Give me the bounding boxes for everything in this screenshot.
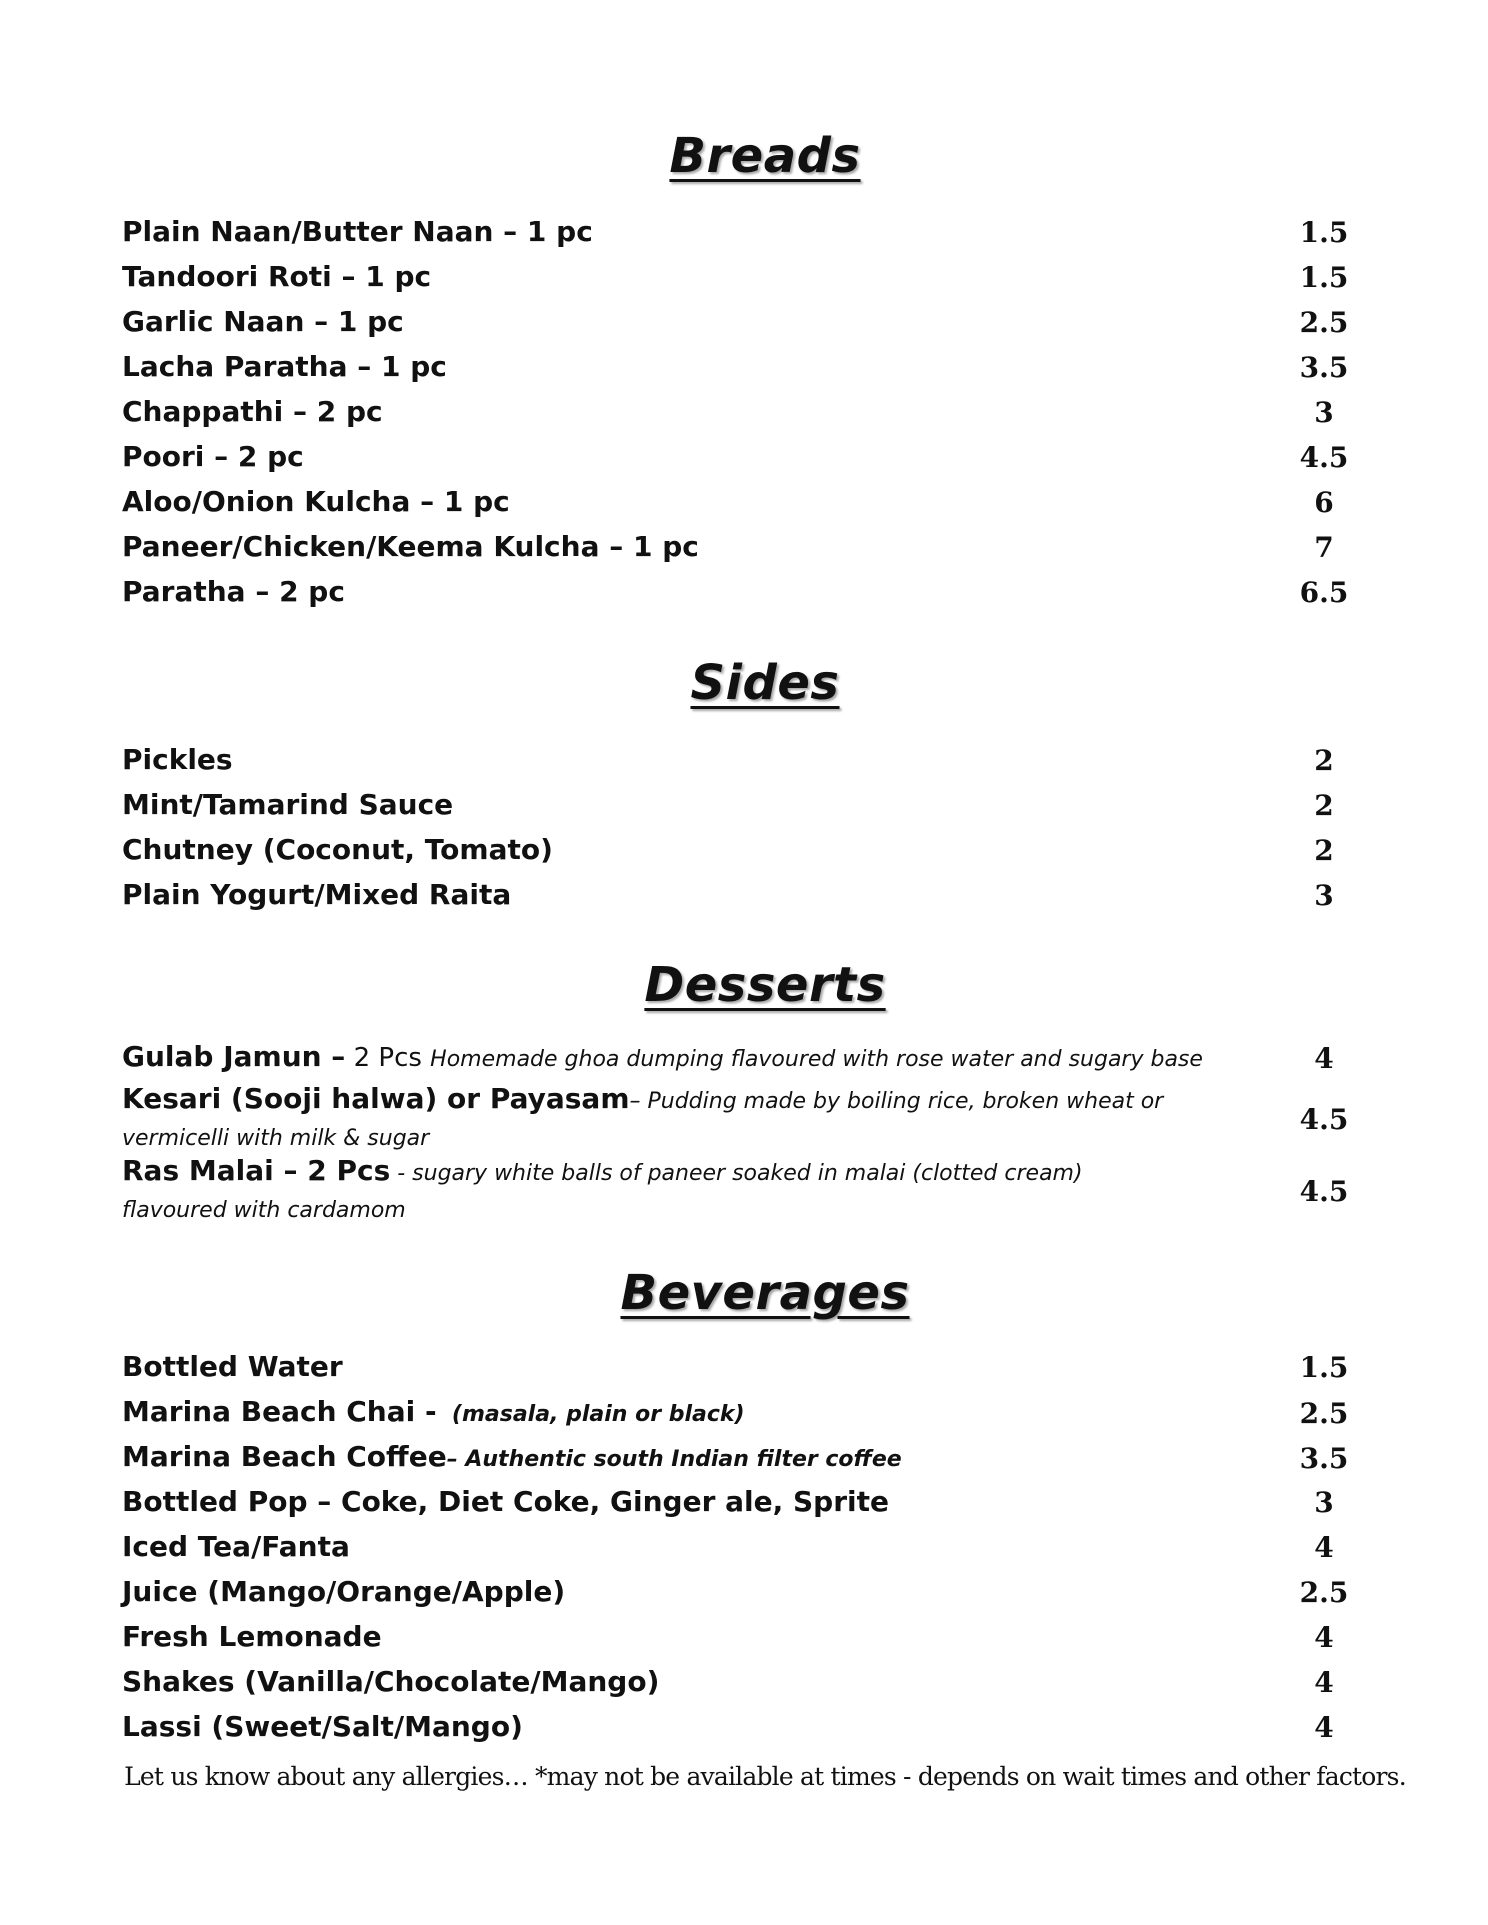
- item-price: 2: [1314, 788, 1334, 822]
- item-name: Paneer/Chicken/Keema Kulcha – 1 pc: [122, 530, 699, 563]
- item-price: 2.5: [1299, 1575, 1349, 1609]
- menu-item: [122, 1710, 1364, 1744]
- item-name: Aloo/Onion Kulcha – 1 pc: [122, 485, 510, 518]
- item-name: Garlic Naan – 1 pc: [122, 305, 404, 338]
- item-name: Pickles: [122, 743, 233, 776]
- item-name: Bottled Water: [122, 1350, 343, 1383]
- item-description: – Pudding made by boiling rice, broken wheat or vermicelli with milk & sugar: [122, 1089, 1164, 1151]
- item-price: 1.5: [1299, 215, 1349, 249]
- item-price: 3: [1314, 1485, 1334, 1519]
- menu-item: [122, 1575, 1364, 1609]
- item-price: 4: [1314, 1042, 1334, 1075]
- item-name: Tandoori Roti – 1 pc: [122, 260, 432, 293]
- menu-item: [122, 1082, 1364, 1156]
- item-price: 3: [1314, 878, 1334, 912]
- item-price: 2.5: [1299, 1397, 1349, 1430]
- item-name: Shakes (Vanilla/Chocolate/Mango): [122, 1665, 660, 1698]
- item-name: Chappathi – 2 pc: [122, 395, 383, 428]
- menu-item: [122, 833, 1364, 867]
- menu-item: [122, 395, 1364, 429]
- item-price: 4.5: [1299, 1102, 1349, 1136]
- item-price: 7: [1314, 530, 1334, 564]
- item-name: [122, 1040, 1284, 1077]
- item-price: 2: [1314, 743, 1334, 777]
- section-title-desserts: Desserts: [644, 957, 886, 1013]
- section-title-beverages: Beverages: [620, 1265, 910, 1321]
- item-title: Marina Beach Chai -: [122, 1395, 437, 1428]
- item-price: 3.5: [1299, 350, 1349, 384]
- item-price: 1.5: [1299, 260, 1349, 294]
- item-qty: 2 Pcs: [345, 1043, 431, 1073]
- menu-item: [122, 350, 1364, 384]
- menu-item: [122, 260, 1364, 294]
- menu-item: [122, 788, 1364, 822]
- item-name: Mint/Tamarind Sauce: [122, 788, 454, 821]
- item-description: Homemade ghoa dumping flavoured with rose water and sugary base: [430, 1047, 1203, 1072]
- item-name: Chutney (Coconut, Tomato): [122, 833, 553, 866]
- item-name: Bottled Pop – Coke, Diet Coke, Ginger ale, Sprite: [122, 1485, 890, 1518]
- item-price: 6.5: [1299, 575, 1349, 609]
- menu-item: [122, 1665, 1364, 1699]
- item-title: Gulab Jamun –: [122, 1040, 346, 1073]
- menu-item: [122, 1350, 1364, 1384]
- item-name: Fresh Lemonade: [122, 1620, 382, 1653]
- item-price: 4.5: [1299, 440, 1349, 474]
- section-title-sides: Sides: [690, 655, 840, 711]
- item-description: (masala, plain or black): [436, 1402, 745, 1427]
- item-price: 6: [1314, 485, 1334, 519]
- item-price: 4: [1314, 1665, 1334, 1699]
- item-price: 4: [1314, 1710, 1334, 1744]
- menu-item: [122, 878, 1364, 912]
- item-name: [122, 1440, 1284, 1477]
- item-price: 2: [1314, 833, 1334, 867]
- menu-item: [122, 1440, 1364, 1477]
- menu-item: [122, 1620, 1364, 1654]
- menu-item: [122, 1154, 1364, 1228]
- item-name: Paratha – 2 pc: [122, 575, 345, 608]
- item-price: 3: [1314, 395, 1334, 429]
- item-title: Ras Malai – 2 Pcs: [122, 1154, 391, 1187]
- item-name: Plain Naan/Butter Naan – 1 pc: [122, 215, 593, 248]
- item-name: [122, 1395, 1284, 1432]
- allergy-footnote: Let us know about any allergies… *may not be available at times - depends on wait times and other factors.: [124, 1762, 1406, 1791]
- item-price: 4: [1314, 1530, 1334, 1564]
- item-price: 1.5: [1299, 1350, 1349, 1384]
- item-title: Kesari (Sooji halwa) or Payasam: [122, 1082, 630, 1115]
- item-price: 2.5: [1299, 305, 1349, 339]
- item-name: Poori – 2 pc: [122, 440, 304, 473]
- menu-item: [122, 743, 1364, 777]
- item-name: Plain Yogurt/Mixed Raita: [122, 878, 512, 911]
- item-price: 4: [1314, 1620, 1334, 1654]
- item-description: - sugary white balls of paneer soaked in malai (clotted cream) flavoured with cardamom: [122, 1161, 1083, 1223]
- menu-item: [122, 485, 1364, 519]
- menu-item: [122, 530, 1364, 564]
- section-title-breads: Breads: [669, 128, 861, 184]
- menu-item: [122, 440, 1364, 474]
- menu-item: [122, 1040, 1364, 1077]
- item-name: Lacha Paratha – 1 pc: [122, 350, 447, 383]
- menu-item: [122, 1530, 1364, 1564]
- item-price: 3.5: [1299, 1442, 1349, 1475]
- item-title: Marina Beach Coffee: [122, 1440, 447, 1473]
- item-description: – Authentic south Indian filter coffee: [446, 1447, 902, 1472]
- menu-item: [122, 215, 1364, 249]
- item-price: 4.5: [1299, 1174, 1349, 1208]
- menu-item: [122, 1485, 1364, 1519]
- item-name: [122, 1082, 1284, 1156]
- item-name: [122, 1154, 1284, 1228]
- menu-item: [122, 1395, 1364, 1432]
- menu-item: [122, 575, 1364, 609]
- item-name: Juice (Mango/Orange/Apple): [122, 1575, 566, 1608]
- menu-item: [122, 305, 1364, 339]
- item-name: Iced Tea/Fanta: [122, 1530, 350, 1563]
- item-name: Lassi (Sweet/Salt/Mango): [122, 1710, 523, 1743]
